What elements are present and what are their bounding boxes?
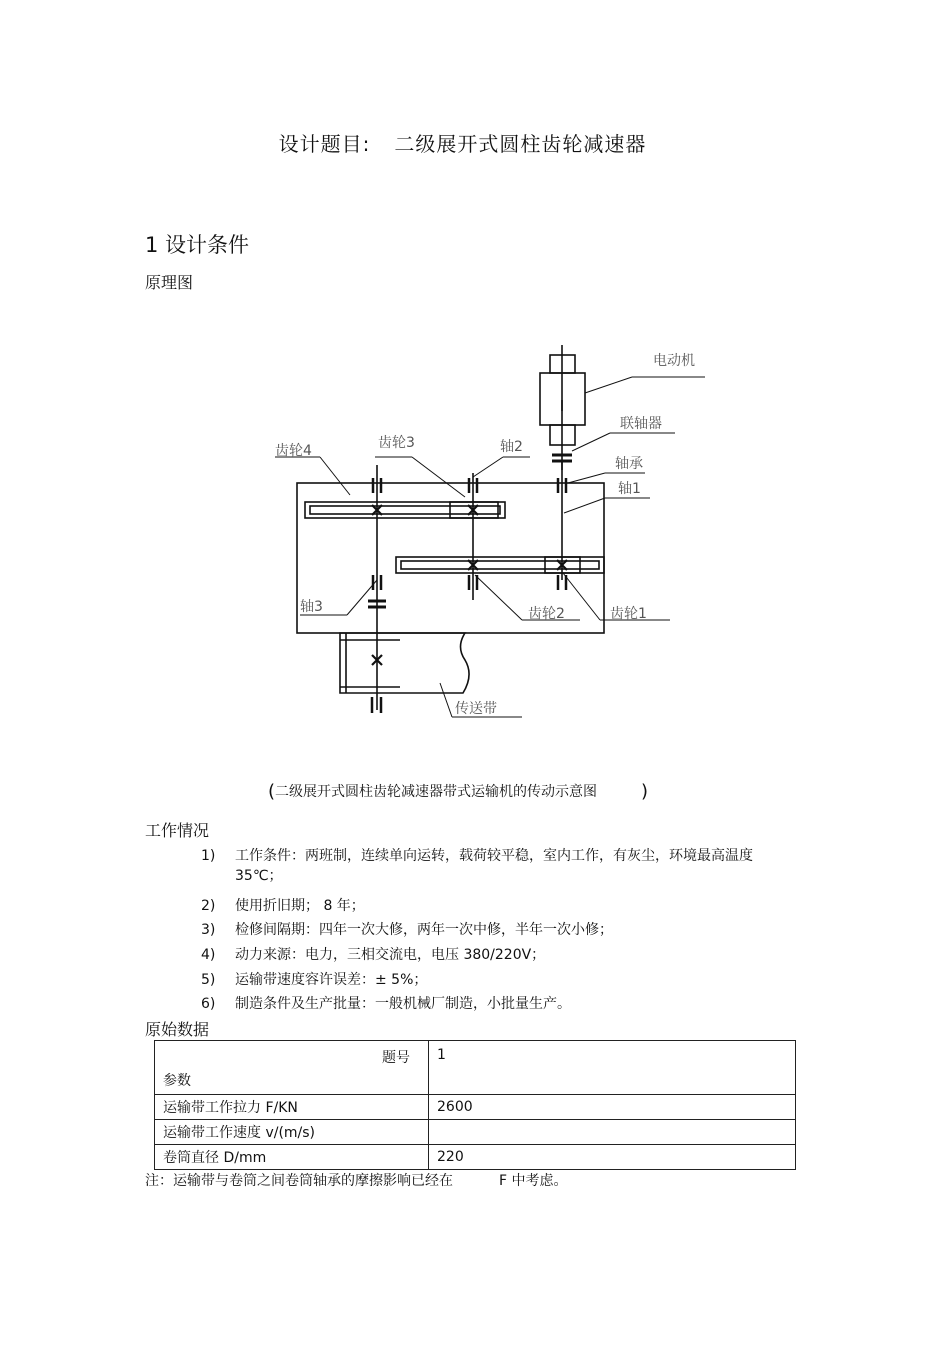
- caption-text: 二级展开式圆柱齿轮减速器带式运输机的传动示意图: [275, 784, 598, 800]
- label-gear4: 齿轮4: [275, 443, 312, 459]
- label-shaft1: 轴1: [618, 481, 641, 497]
- label-bearing: 轴承: [615, 456, 643, 472]
- diagram-subheading: 原理图: [145, 273, 194, 292]
- label-belt: 传送带: [455, 701, 497, 717]
- table-header-row: [155, 1041, 796, 1095]
- gear4-shape: [305, 502, 505, 518]
- label-gear2: 齿轮2: [528, 606, 565, 622]
- title-prefix: 设计题目:: [278, 132, 371, 156]
- section-heading: 1 设计条件: [145, 233, 250, 257]
- label-shaft3: 轴3: [300, 599, 323, 615]
- title-name: 二级展开式圆柱齿轮减速器: [394, 132, 647, 156]
- table-row: 运输带工作拉力 F/KN 2600: [155, 1095, 796, 1120]
- table-row: 运输带工作速度 v/(m/s): [155, 1120, 796, 1145]
- caption-close: ): [641, 781, 649, 802]
- page-title: [0, 128, 925, 157]
- diagram-caption: [268, 780, 648, 801]
- header-diagonal-cell: [155, 1041, 429, 1095]
- conveyor-drum: [340, 633, 469, 693]
- work-heading: 工作情况: [145, 821, 210, 840]
- transmission-diagram: [260, 335, 740, 735]
- label-shaft2: 轴2: [500, 439, 523, 455]
- raw-data-table: [154, 1040, 796, 1170]
- caption-open: (: [268, 781, 276, 802]
- label-gear3: 齿轮3: [378, 435, 415, 451]
- table-row: 卷筒直径 D/mm 220: [155, 1145, 796, 1170]
- label-coupling: 联轴器: [620, 416, 662, 432]
- label-motor: 电动机: [653, 353, 695, 369]
- gear2-shape: [396, 557, 604, 573]
- raw-data-heading: 原始数据: [145, 1020, 210, 1039]
- header-param: 参数: [163, 1073, 191, 1089]
- header-topic: 题号: [382, 1050, 410, 1066]
- table-note: 注：运输带与卷筒之间卷筒轴承的摩擦影响已经在 F 中考虑。: [145, 1173, 568, 1189]
- label-gear1: 齿轮1: [610, 606, 647, 622]
- header-value: 1: [429, 1041, 796, 1095]
